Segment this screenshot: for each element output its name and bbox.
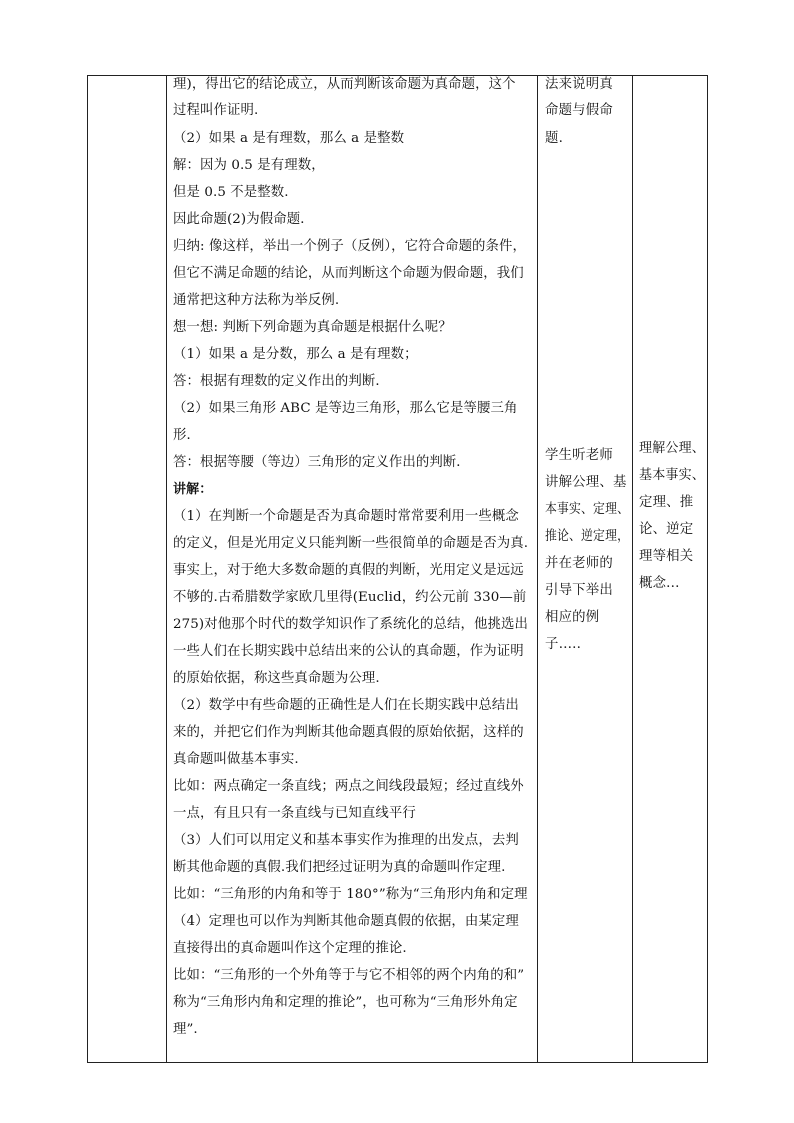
content-line: （2）如果三角形 ABC 是等边三角形，那么它是等腰三角 — [173, 401, 518, 416]
content-line: 比如：两点确定一条直线；两点之间线段最短；经过直线外 — [173, 779, 524, 794]
student-line: 引导下举出 — [545, 583, 613, 598]
table-left-border — [87, 75, 88, 1063]
intent-line: 理解公理、 — [639, 441, 705, 456]
content-line: 直接得出的真命题叫作这个定理的推论. — [173, 941, 407, 956]
student-line: 讲解公理、基 — [545, 475, 627, 490]
think-line: 想一想: 判断下列命题为真命题是根据什么呢？ — [173, 320, 452, 335]
column-divider-2 — [537, 75, 538, 1063]
content-line: 事实上，对于绝大多数命题的真假的判断，光用定义是远远 — [173, 563, 524, 578]
lesson-table — [87, 75, 708, 1063]
table-top-border — [87, 75, 708, 76]
column-divider-1 — [166, 75, 167, 1063]
content-line: 但是 0.5 不是整数. — [173, 185, 289, 200]
column-divider-3 — [632, 75, 633, 1063]
table-bottom-border — [87, 1062, 708, 1063]
student-line: 推论、逆定理， — [545, 529, 630, 544]
content-line: 真命题叫做基本事实. — [173, 752, 299, 767]
content-line: 275)对他那个时代的数学知识作了系统化的总结，他挑选出 — [173, 617, 528, 632]
content-line: 答：根据有理数的定义作出的判断． — [173, 374, 389, 389]
student-line: 本事实、定理、 — [545, 502, 630, 517]
content-line: 称为“三角形内角和定理的推论”，也可称为“三角形外角定 — [173, 995, 518, 1010]
content-line: 一点，有且只有一条直线与已知直线平行 — [173, 806, 416, 821]
explanation-heading: 讲解： — [173, 482, 213, 497]
content-line: 比如：“三角形的内角和等于 180°”称为“三角形内角和定理 — [173, 887, 528, 902]
content-line: 通常把这种方法称为举反例. — [173, 293, 340, 308]
content-line: 断其他命题的真假.我们把经过证明为真的命题叫作定理. — [173, 860, 506, 875]
intent-line: 理等相关 — [639, 549, 694, 564]
content-line: （2）如果 a 是有理数，那么 a 是整数 — [173, 131, 405, 146]
content-line: 因此命题(2)为假命题． — [173, 212, 314, 227]
table-right-border — [707, 75, 708, 1063]
content-line: 一些人们在长期实践中总结出来的公认的真命题，作为证明 — [173, 644, 524, 659]
content-line: 理”. — [173, 1022, 198, 1037]
content-line: （3）人们可以用定义和基本事实作为推理的出发点，去判 — [173, 833, 519, 848]
student-line: 题. — [545, 131, 564, 146]
content-line: 理)，得出它的结论成立，从而判断该命题为真命题，这个 — [173, 77, 516, 92]
content-line: 的定义，但是光用定义只能判断一些很简单的命题是否为真. — [173, 536, 529, 551]
content-line: （1）在判断一个命题是否为真命题时常常要利用一些概念 — [173, 509, 519, 524]
content-line: 的原始依据，称这些真命题为公理. — [173, 671, 380, 686]
content-line: 过程叫作证明. — [173, 103, 259, 118]
content-line: 比如：“三角形的一个外角等于与它不相邻的两个内角的和” — [173, 968, 525, 983]
intent-line: 概念... — [639, 576, 680, 591]
student-line: 命题与假命 — [545, 103, 613, 118]
content-line: 形． — [173, 428, 200, 443]
content-line: 答：根据等腰（等边）三角形的定义作出的判断． — [173, 455, 470, 470]
content-line: 来的，并把它们作为判断其他命题真假的原始依据，这样的 — [173, 725, 524, 740]
student-line: 子….. — [545, 637, 582, 652]
content-line: 解：因为 0.5 是有理数， — [173, 158, 325, 173]
student-line: 相应的例 — [545, 610, 600, 625]
intent-line: 论、逆定 — [639, 522, 694, 537]
content-line: （2）数学中有些命题的正确性是人们在长期实践中总结出 — [173, 698, 519, 713]
intent-line: 基本事实、 — [639, 468, 705, 483]
summary-line: 归纳: 像这样，举出一个例子（反例），它符合命题的条件， — [173, 239, 527, 254]
content-line: 不够的.古希腊数学家欧几里得(Euclid，约公元前 330—前 — [173, 590, 527, 605]
student-line: 法来说明真 — [545, 77, 613, 92]
content-line: （1）如果 a 是分数，那么 a 是有理数； — [173, 347, 418, 362]
content-line: （4）定理也可以作为判断其他命题真假的依据，由某定理 — [173, 914, 519, 929]
content-line: 但它不满足命题的结论，从而判断这个命题为假命题，我们 — [173, 266, 524, 281]
student-line: 学生听老师 — [545, 448, 613, 463]
intent-line: 定理、推 — [639, 495, 694, 510]
student-line: 并在老师的 — [545, 556, 613, 571]
